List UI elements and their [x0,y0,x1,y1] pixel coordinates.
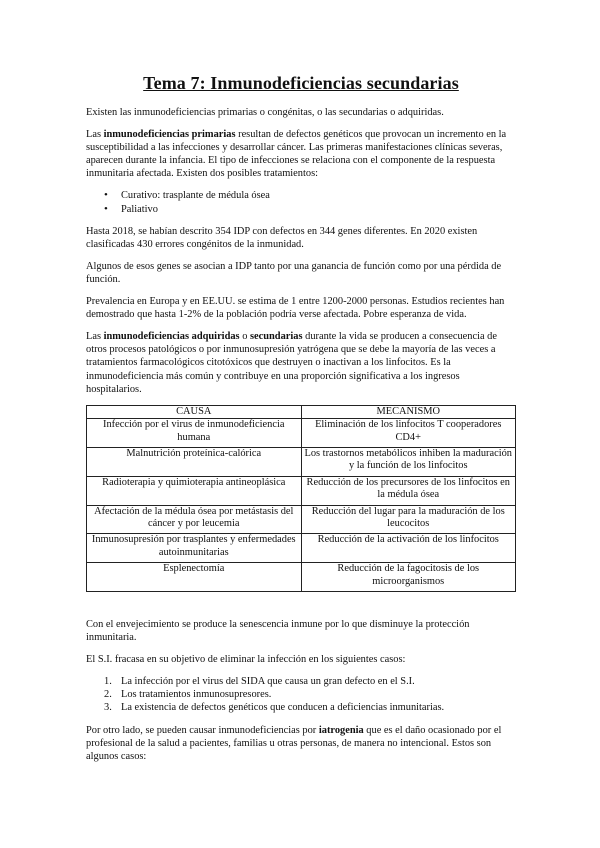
treatments-list [86,189,516,215]
mechanism-cell: Reducción del lugar para la maduración de los leucocitos [301,505,516,534]
cause-cell: Afectación de la médula ósea por metástasis del cáncer y por leucemia [87,505,302,534]
page-title: Tema 7: Inmunodeficiencias secundarias [143,73,459,93]
acquired-immunodeficiency-paragraph: Las inmunodeficiencias adquiridas o secundarias durante la vida se producen a consecuencia de otros procesos patológicos o por inmunosupresión yatrógena que se debe la mayoría de las veces a tratamientos farmacológicos citotóxicos que destruyen o inactivan a los linfocitos. Es la inmunodeficiencia más común y contribuye en una proporción significativa a los ingresos hospitalarios. [86,331,497,395]
table-row [87,419,516,448]
spacer [86,592,516,618]
list-item: • Curativo: trasplante de médula ósea [121,189,516,202]
list-item: • Paliativo [121,203,516,216]
causes-table [86,405,516,592]
header-mecanismo: MECANISMO [301,405,516,418]
genes-paragraph: Algunos de esos genes se asocian a IDP tanto por una ganancia de función como por una pérdida de función. [86,260,502,285]
cause-cell: Infección por el virus de inmunodeficiencia humana [87,419,302,448]
cause-cell: Radioterapia y quimioterapia antineoplásica [87,476,302,505]
primary-immunodeficiency-paragraph: Las inmunodeficiencias primarias resultan de defectos genéticos que provocan un incremento en la susceptibilidad a las infecciones y desarrollar cáncer. Las primeras manifestaciones clínicas severas, aparecen durante la infancia. El tipo de infecciones se relaciona con el componente de la respuesta inmunitaria afectada. Existen dos posibles tratamientos: [86,129,507,180]
intro-paragraph: Existen las inmunodeficiencias primarias o congénitas, o las secundarias o adquiridas. [86,107,444,118]
list-item: 1. La infección por el virus del SIDA que causa un gran defecto en el S.I. [104,676,415,688]
bold-term: inmunodeficiencias adquiridas [103,331,240,343]
iatrogenia-paragraph: Por otro lado, se pueden causar inmunodeficiencias por iatrogenia que es el daño ocasionado por el profesional de la salud a pacientes, familias u otras personas, de manera no intencional. Estos son algunos casos: [86,724,502,762]
table-row [87,563,516,592]
cause-cell: Malnutrición proteínica-calórica [87,447,302,476]
failure-cases-paragraph: El S.I. fracasa en su objetivo de eliminar la infección en los siguientes casos: [86,654,406,666]
idp-count-paragraph: Hasta 2018, se habían descrito 354 IDP con defectos en 344 genes diferentes. En 2020 existen clasificadas 430 errores congénitos de la inmunidad. [86,225,478,250]
table-header-row [87,405,516,418]
cause-cell: Inmunosupresión por trasplantes y enfermedades autoinmunitarias [87,534,302,563]
header-causa: CAUSA [87,405,302,418]
failure-cases-list [86,675,516,714]
table-row [87,505,516,534]
table-row [87,476,516,505]
cause-cell: Esplenectomía [87,563,302,592]
mechanism-cell: Reducción de los precursores de los linfocitos en la médula ósea [301,476,516,505]
mechanism-cell: Reducción de la fagocitosis de los microorganismos [301,563,516,592]
table-row [87,534,516,563]
prevalence-paragraph: Prevalencia en Europa y en EE.UU. se estima de 1 entre 1200-2000 personas. Estudios recientes han demostrado que hasta 1-2% de la población podría verse afectada. Pobre esperanza de vida. [86,296,505,321]
bold-term: secundarias [249,331,303,343]
mechanism-cell: Reducción de la activación de los linfocitos [301,534,516,563]
mechanism-cell: Eliminación de los linfocitos T cooperadores CD4+ [301,419,516,448]
bold-term: inmunodeficiencias primarias [103,129,236,141]
mechanism-cell: Los trastornos metabólicos inhiben la maduración y la función de los linfocitos [301,447,516,476]
list-item: 2. Los tratamientos inmunosupresores. [104,689,272,701]
aging-paragraph: Con el envejecimiento se produce la senescencia inmune por lo que disminuye la protección inmunitaria. [86,618,470,644]
document-page [86,72,516,772]
table-row [87,447,516,476]
bold-term: iatrogenia [318,724,364,736]
list-item: 3. La existencia de defectos genéticos que conducen a deficiencias inmunitarias. [104,702,445,714]
